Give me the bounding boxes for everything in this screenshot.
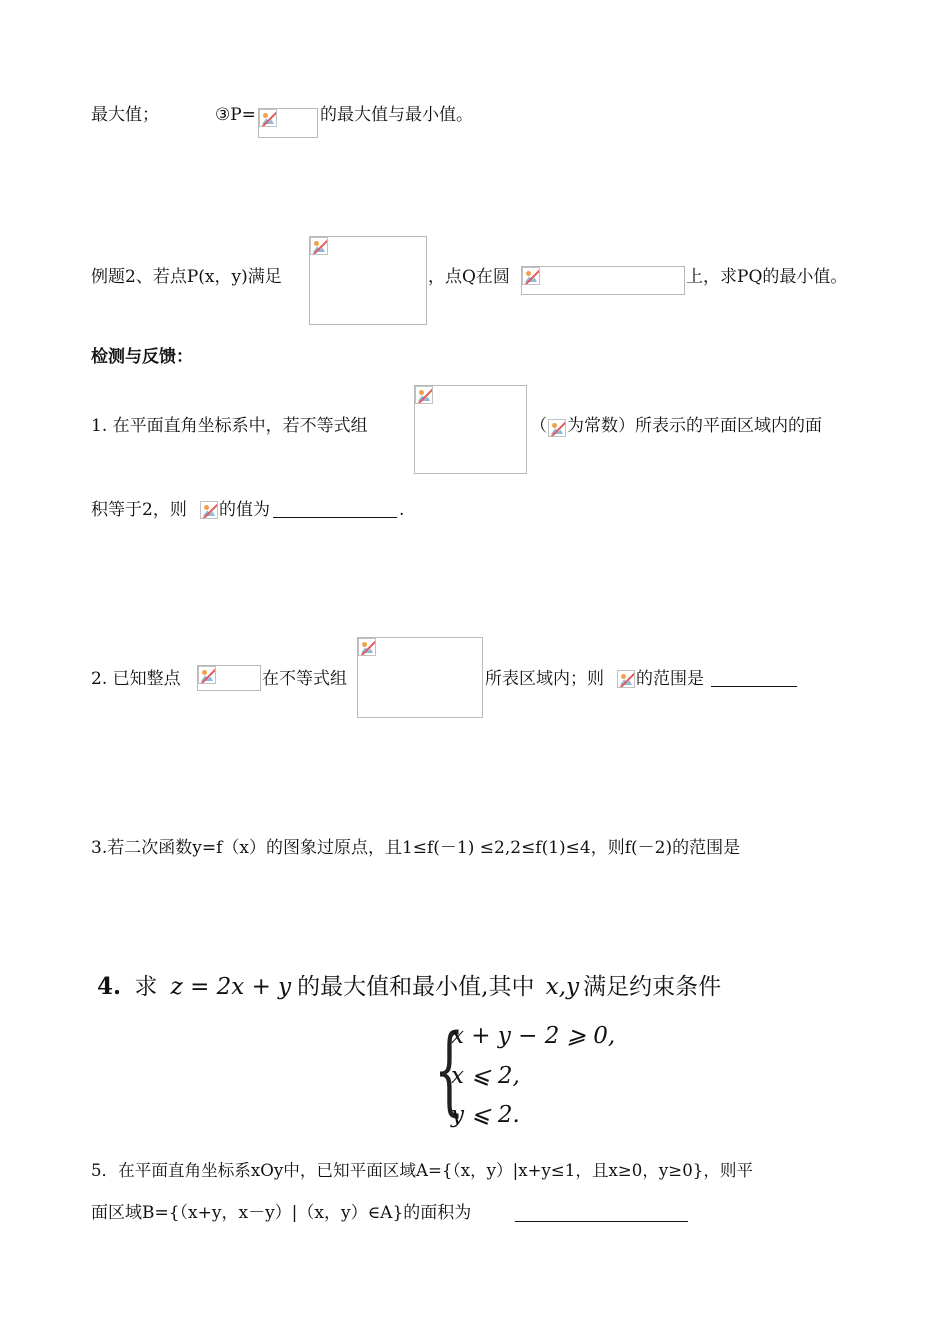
- broken-image-icon: [200, 501, 218, 519]
- q2-text-d: 的范围是: [636, 669, 704, 689]
- q1-text-e: 的值为: [219, 500, 270, 520]
- q4-number: 4.: [97, 973, 122, 1000]
- q1-text-c: 为常数）所表示的平面区域内的面: [567, 416, 822, 436]
- formula-image-system: [357, 637, 483, 718]
- q4-constraint-1: x + y − 2 ⩾ 0,: [451, 1023, 616, 1049]
- line1-text-c: 的最大值与最小值。: [320, 105, 473, 125]
- broken-image-icon: [617, 670, 635, 688]
- answer-blank-5[interactable]: [515, 1221, 688, 1222]
- answer-blank-1[interactable]: [273, 517, 397, 518]
- broken-image-icon: [198, 666, 216, 684]
- q4-line: [97, 972, 721, 1002]
- formula-image-constraints: [309, 236, 427, 325]
- q4-pre: 求: [134, 974, 158, 1000]
- q4-expression: z = 2x + y: [170, 974, 292, 1000]
- ex2-text-c: 上，求PQ的最小值。: [686, 267, 848, 287]
- q2-text-b: 在不等式组: [262, 669, 347, 689]
- broken-image-icon: [358, 638, 376, 656]
- q1-text-d: 积等于2，则: [91, 500, 187, 520]
- q1-text-b: （: [530, 416, 547, 436]
- q4-post: 满足约束条件: [583, 974, 722, 1000]
- broken-image-icon: [259, 109, 277, 127]
- q4-vars: x,y: [545, 974, 580, 1000]
- broken-image-icon: [415, 386, 433, 404]
- formula-image-p: [258, 108, 318, 138]
- answer-blank-2[interactable]: [711, 686, 797, 687]
- formula-image-inequalities: [414, 385, 527, 474]
- formula-image-circle: [521, 266, 685, 295]
- q5-text-a: 5．在平面直角坐标系xOy中，已知平面区域A={（x，y）|x+y≤1，且x≥0，y≥0}，则平: [91, 1161, 754, 1180]
- line1-text-a: 最大值；: [91, 105, 159, 125]
- broken-image-icon: [310, 237, 328, 255]
- q1-text-f: .: [399, 500, 405, 520]
- broken-image-icon: [522, 267, 540, 285]
- formula-image-point: [197, 665, 261, 691]
- ex2-text-a: 例题2、若点P(x，y)满足: [91, 267, 282, 287]
- q3-text: 3.若二次函数y=f（x）的图象过原点，且1≤f(－1) ≤2,2≤f(1)≤4，则f(－2)的范围是: [91, 838, 741, 858]
- line1-text-b: ③P=: [215, 105, 256, 125]
- q2-text-a: 2. 已知整点: [91, 669, 181, 689]
- q4-brace: {: [434, 1014, 465, 1126]
- q4-constraint-3: y ⩽ 2.: [451, 1102, 520, 1128]
- q4-constraint-2: x ⩽ 2,: [451, 1063, 520, 1089]
- q1-text-a: 1. 在平面直角坐标系中，若不等式组: [91, 416, 368, 436]
- broken-image-icon: [548, 419, 566, 437]
- section-title: 检测与反馈：: [91, 347, 193, 367]
- q4-mid: 的最大值和最小值,其中: [297, 974, 535, 1000]
- q5-text-b: 面区域B={（x+y，x－y）|（x，y）∈A}的面积为: [91, 1203, 472, 1223]
- q2-text-c: 所表区域内；则: [485, 669, 604, 689]
- ex2-text-b: ，点Q在圆: [428, 267, 510, 287]
